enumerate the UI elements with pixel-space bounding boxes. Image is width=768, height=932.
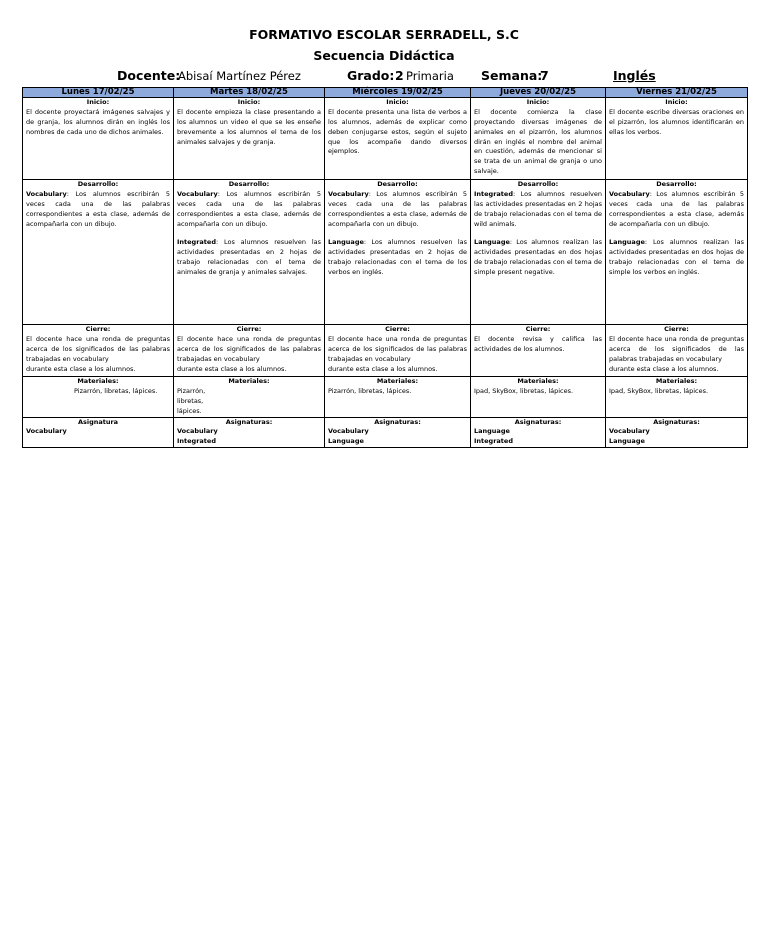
- activity-text: : Los alumnos resuelven las actividades presentadas en 2 hojas de trabajo relacionadas con el tema de wild animals.: [474, 189, 602, 228]
- cierre-cell-viernes: [606, 325, 748, 377]
- cierre-cell-miercoles: [325, 325, 471, 377]
- activity-text: : Los alumnos realizan las actividades presentadas en dos hojas de trabajo relacionadas con el tema de simple present negative.: [474, 238, 602, 276]
- document-title: Secuencia Didáctica: [313, 48, 455, 63]
- cierre-label: Cierre:: [236, 325, 262, 333]
- activity-text: : Los alumnos escribirán 5 veces cada una de las palabras correspondientes a esta clase, además de acompañarla con un dibujo.: [177, 189, 321, 228]
- asignaturas-row: [23, 417, 748, 448]
- asignaturas-cell-miercoles: [325, 417, 471, 448]
- day-header-lunes: Lunes 17/02/25: [23, 88, 174, 98]
- desarrollo-label: Desarrollo:: [517, 180, 559, 188]
- cierre-cell-lunes: [23, 325, 174, 377]
- desarrollo-activity: [26, 190, 170, 230]
- desarrollo-cell-jueves: [471, 180, 606, 325]
- inicio-row: [23, 98, 748, 180]
- desarrollo-activity: [609, 190, 744, 230]
- cierre-cell-jueves: [471, 325, 606, 377]
- docente-label: Docente:: [117, 68, 181, 83]
- activity-subject: Language: [328, 238, 364, 247]
- materiales-text: Pizarrón, libretas, lápices.: [328, 386, 412, 395]
- asignatura-item: Integrated: [474, 437, 513, 446]
- desarrollo-label: Desarrollo:: [77, 180, 119, 188]
- activity-subject: Vocabulary: [26, 189, 67, 198]
- desarrollo-label: Desarrollo:: [377, 180, 418, 188]
- activity-subject: Language: [609, 238, 645, 247]
- desarrollo-activity: [474, 238, 602, 278]
- day-header-jueves: Jueves 20/02/25: [471, 88, 606, 98]
- cierre-text: El docente hace una ronda de preguntas acerca de los significados de las palabras trabajadas en vocabulary: [609, 334, 744, 363]
- inicio-text: El docente presenta una lista de verbos a los alumnos, además de explicar como deben conjugarse estos, según el sujeto que los acompañe dando diversos ejemplos.: [328, 107, 467, 156]
- desarrollo-label: Desarrollo:: [656, 180, 697, 188]
- desarrollo-row: [23, 180, 748, 325]
- inicio-label: Inicio:: [386, 98, 409, 106]
- inicio-text: El docente empieza la clase presentando a los alumnos un video el que se les enseñe brevemente a los alumnos el tema de los animales salvajes y de granja.: [177, 107, 321, 146]
- materiales-line: Pizarrón,: [177, 386, 206, 395]
- inicio-text: El docente escribe diversas oraciones en el pizarrón, los alumnos identificarán en ellas los verbos.: [609, 107, 744, 136]
- day-header-row: [23, 88, 748, 98]
- desarrollo-activity: [474, 190, 602, 230]
- asignatura-label: Asignaturas:: [225, 417, 273, 426]
- desarrollo-activity: [328, 238, 467, 278]
- cierre-label: Cierre:: [85, 325, 111, 333]
- cierre-cell-martes: [174, 325, 325, 377]
- activity-subject: Vocabulary: [328, 189, 369, 198]
- desarrollo-activity: [328, 190, 467, 230]
- asignatura-label: Asignaturas:: [374, 417, 421, 426]
- grado-number: 2: [395, 68, 404, 83]
- cierre-text-end: durante esta clase a los alumnos.: [177, 364, 287, 373]
- asignaturas-cell-lunes: [23, 417, 174, 448]
- cierre-text: El docente hace una ronda de preguntas acerca de los significados de las palabras trabajadas en vocabulary: [177, 334, 321, 363]
- materiales-line: libretas,: [177, 396, 204, 405]
- activity-text: : Los alumnos realizan las actividades presentadas en dos hojas de trabajo relacionadas con el tema de simple los verbos en inglés.: [609, 238, 744, 276]
- semana-label: Semana:: [481, 68, 543, 83]
- inicio-cell-lunes: [23, 98, 174, 180]
- desarrollo-activity: [177, 190, 321, 230]
- activity-subject: Language: [474, 238, 510, 247]
- materiales-cell-miercoles: [325, 377, 471, 418]
- desarrollo-cell-viernes: [606, 180, 748, 325]
- activity-subject: Vocabulary: [609, 189, 650, 198]
- asignaturas-cell-jueves: [471, 417, 606, 448]
- activity-text: : Los alumnos resuelven las actividades presentadas en 2 hojas de trabajo relacionadas con el tema de los verbos en inglés.: [328, 238, 467, 276]
- desarrollo-cell-lunes: [23, 180, 174, 325]
- activity-subject: Vocabulary: [177, 189, 218, 198]
- materiales-label: Materiales:: [228, 377, 270, 385]
- cierre-text: El docente hace una ronda de preguntas acerca de los significados de las palabras trabajadas en vocabulary: [328, 334, 467, 363]
- asignatura-item: Integrated: [177, 437, 216, 446]
- lesson-plan-table: [22, 87, 748, 448]
- materiales-cell-lunes: [23, 377, 174, 418]
- asignatura-item: Vocabulary: [177, 427, 218, 436]
- materiales-cell-jueves: [471, 377, 606, 418]
- materiales-label: Materiales:: [77, 377, 119, 385]
- activity-subject: Integrated: [177, 238, 216, 247]
- cierre-text: El docente revisa y califica las actividades de los alumnos.: [474, 334, 602, 353]
- inicio-label: Inicio:: [237, 98, 261, 106]
- inicio-label: Inicio:: [86, 98, 110, 106]
- materiales-row: [23, 377, 748, 418]
- inicio-cell-jueves: [471, 98, 606, 180]
- day-header-martes: Martes 18/02/25: [174, 88, 325, 98]
- desarrollo-cell-martes: [174, 180, 325, 325]
- materiales-label: Materiales:: [376, 377, 419, 385]
- semana-value: 7: [540, 68, 549, 83]
- asignatura-item: Vocabulary: [328, 427, 369, 436]
- asignatura-item: Language: [609, 437, 645, 446]
- cierre-text-end: durante esta clase a los alumnos.: [26, 364, 136, 373]
- desarrollo-cell-miercoles: [325, 180, 471, 325]
- materiales-text: Pizarrón, libretas, lápices.: [74, 386, 158, 395]
- cierre-text: El docente hace una ronda de preguntas acerca de los significados de las palabras trabajadas en vocabulary: [26, 334, 170, 363]
- day-header-viernes: Viernes 21/02/25: [606, 88, 748, 98]
- cierre-label: Cierre:: [525, 325, 551, 333]
- materiales-label: Materiales:: [655, 377, 698, 385]
- asignatura-item: Language: [328, 437, 364, 446]
- day-header-miercoles: Miércoles 19/02/25: [325, 88, 471, 98]
- asignatura-label: Asignatura: [77, 417, 119, 426]
- inicio-label: Inicio:: [665, 98, 688, 106]
- asignatura-item: Vocabulary: [609, 427, 650, 436]
- desarrollo-label: Desarrollo:: [228, 180, 270, 188]
- materiales-line: lápices.: [177, 406, 202, 415]
- desarrollo-activity: [177, 238, 321, 278]
- docente-value: Abisaí Martínez Pérez: [178, 69, 301, 83]
- materiales-text: Ipad, SkyBox, libretas, lápices.: [609, 386, 709, 395]
- materiales-label: Materiales:: [517, 377, 559, 385]
- activity-text: : Los alumnos resuelven las actividades presentadas en 2 hojas de trabajo relacionadas con el tema de animales de granja y animales salvajes.: [177, 238, 321, 276]
- cierre-text-end: durante esta clase a los alumnos.: [609, 364, 719, 373]
- asignatura-label: Asignaturas:: [514, 417, 562, 426]
- cierre-label: Cierre:: [385, 325, 410, 333]
- subject-title: Inglés: [613, 68, 656, 83]
- activity-text: : Los alumnos escribirán 5 veces cada una de las palabras correspondientes a esta clase, además de acompañarla con un dibujo.: [26, 189, 170, 228]
- activity-subject: Integrated: [474, 189, 513, 198]
- inicio-cell-viernes: [606, 98, 748, 180]
- inicio-text: El docente proyectará imágenes salvajes y de granja, los alumnos dirán en inglés los nombres de cada uno de dichos animales.: [26, 107, 170, 136]
- asignatura-item: Vocabulary: [26, 427, 67, 436]
- grado-level: Primaria: [406, 69, 454, 83]
- asignatura-label: Asignaturas:: [653, 417, 700, 426]
- asignaturas-cell-martes: [174, 417, 325, 448]
- grado-label: Grado:: [347, 68, 395, 83]
- asignaturas-cell-viernes: [606, 417, 748, 448]
- inicio-text: El docente comienza la clase proyectando diversas imágenes de animales en el pizarrón, los alumnos dirán en inglés el nombre del animal en cuestión, además de mencionar si se trata de un animal de granja o uno salvaje.: [474, 107, 602, 176]
- inicio-cell-martes: [174, 98, 325, 180]
- school-name: FORMATIVO ESCOLAR SERRADELL, S.C: [249, 27, 519, 42]
- cierre-text-end: durante esta clase a los alumnos.: [328, 364, 438, 373]
- materiales-cell-viernes: [606, 377, 748, 418]
- desarrollo-activity: [609, 238, 744, 278]
- activity-text: : Los alumnos escribirán 5 veces cada una de las palabras correspondientes a esta clase, además de acompañarla con un dibujo.: [328, 189, 467, 228]
- inicio-cell-miercoles: [325, 98, 471, 180]
- inicio-label: Inicio:: [526, 98, 550, 106]
- cierre-row: [23, 325, 748, 377]
- asignatura-item: Language: [474, 427, 510, 436]
- meta-row: [0, 68, 768, 84]
- materiales-text: Ipad, SkyBox, libretas, lápices.: [474, 386, 574, 395]
- materiales-cell-martes: [174, 377, 325, 418]
- activity-text: : Los alumnos escribirán 5 veces cada una de las palabras correspondientes a esta clase, además de acompañarla con un dibujo.: [609, 189, 744, 228]
- cierre-label: Cierre:: [664, 325, 689, 333]
